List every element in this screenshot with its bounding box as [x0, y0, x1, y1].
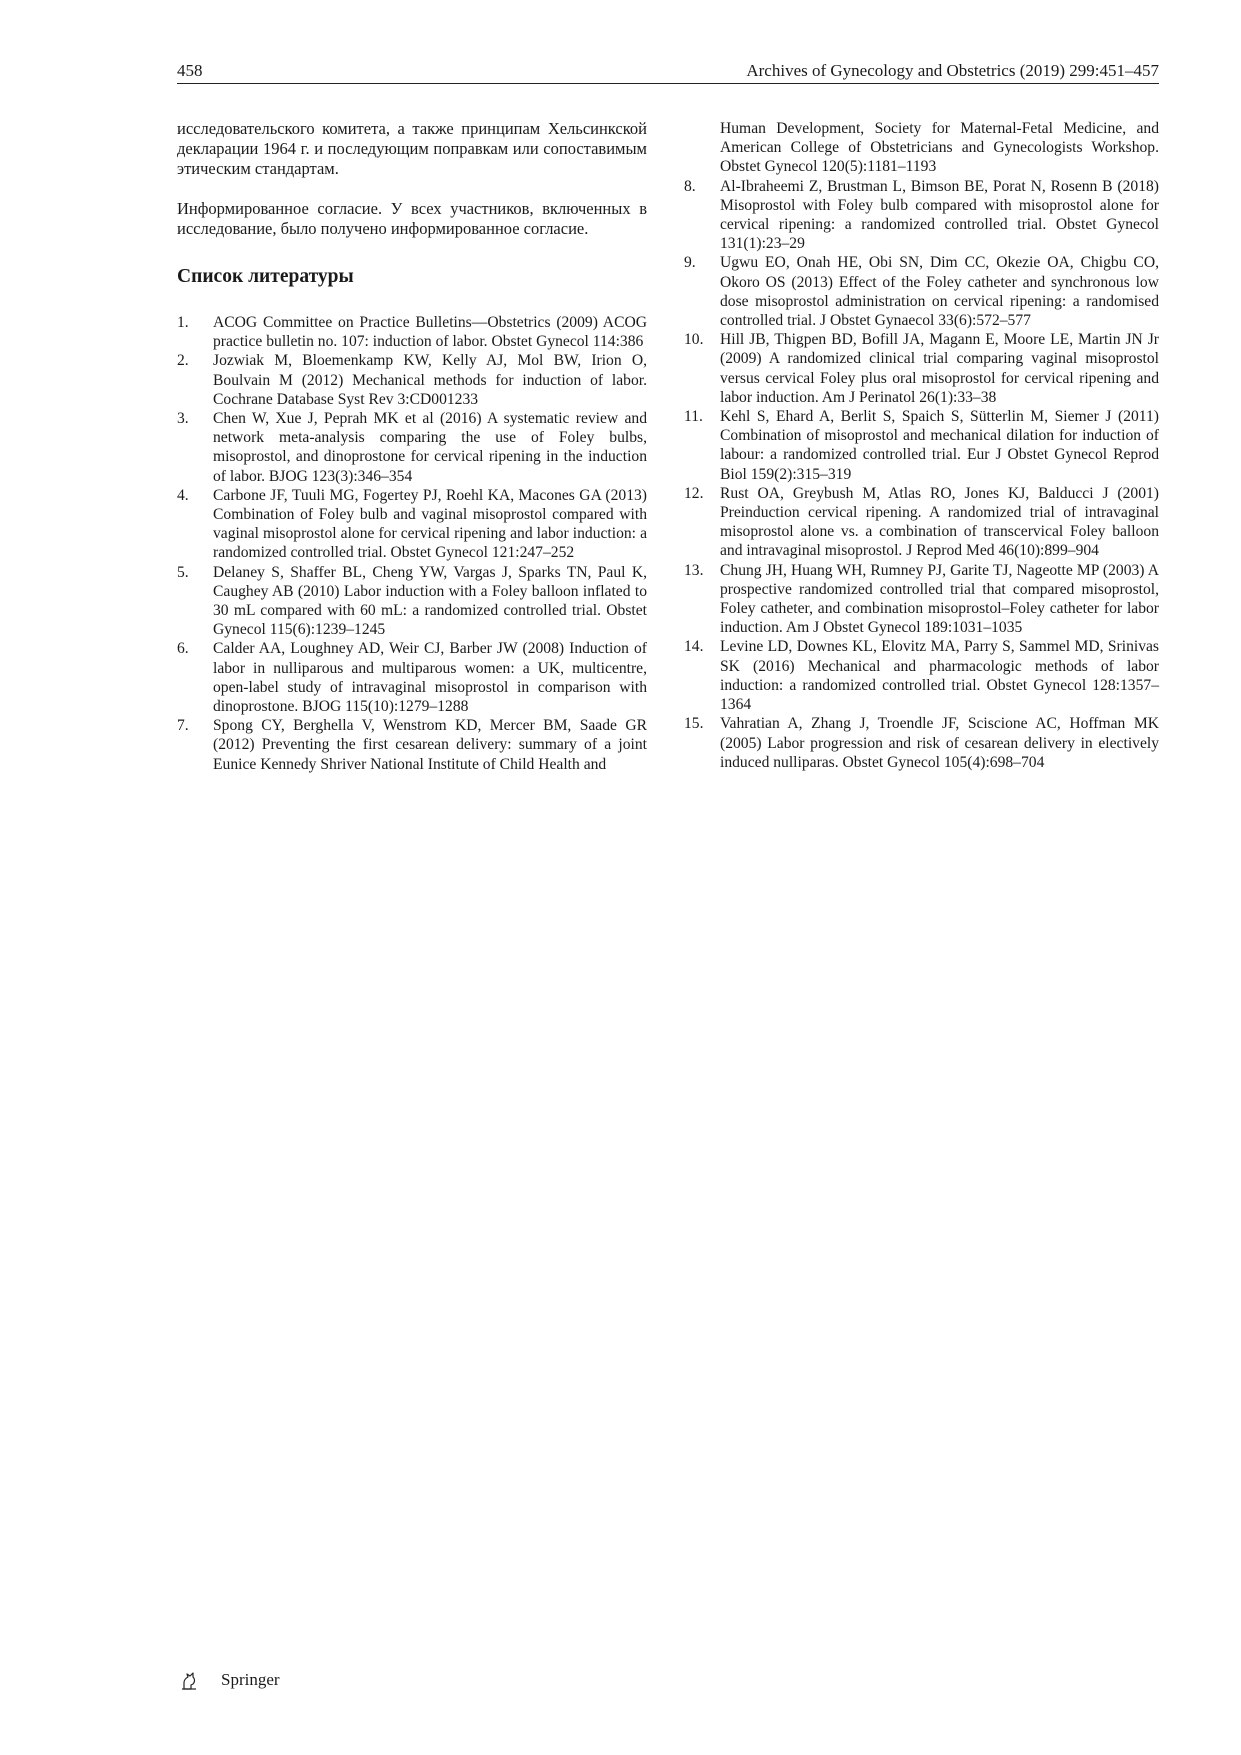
reference-item [684, 253, 1159, 330]
reference-item [177, 409, 647, 486]
reference-text: Ugwu EO, Onah HE, Obi SN, Dim CC, Okezie OA, Chigbu CO, Okoro OS (2013) Effect of the Foley catheter and synchronous low dose misoprostol administration on cervical ripening: a randomised controlled trial. J Obstet Gynaecol 33(6):572–577 [720, 254, 1159, 330]
reference-number: 3. [177, 410, 189, 428]
reference-item [177, 351, 647, 409]
reference-item [684, 484, 1159, 561]
reference-item [177, 486, 647, 563]
springer-horse-icon [180, 1671, 198, 1691]
reference-text: Kehl S, Ehard A, Berlit S, Spaich S, Sütterlin M, Siemer J (2011) Combination of misoprostol and mechanical dilation for induction of labour: a randomized controlled trial. Eur J Obstet Gynecol Reprod Biol 159(2):315–319 [720, 408, 1159, 483]
consent-paragraph: Информированное согласие. У всех участников, включенных в исследование, было получено информированное согласие. [177, 199, 647, 238]
reference-number: 5. [177, 563, 189, 581]
reference-text: Calder AA, Loughney AD, Weir CJ, Barber JW (2008) Induction of labor in nulliparous and multiparous women: a UK, multicentre, open-label study of intravaginal misoprostol in comparison with dinoprostone. BJOG 115(10):1279–1288 [213, 640, 647, 716]
reference-item [684, 407, 1159, 484]
reference-number: 9. [684, 254, 696, 272]
reference-text: Al-Ibraheemi Z, Brustman L, Bimson BE, Porat N, Rosenn B (2018) Misoprostol with Foley bulb compared with misoprostol alone for cervical ripening: a randomized controlled trial. Obstet Gynecol 131(1):23–29 [720, 177, 1159, 253]
reference-text: Vahratian A, Zhang J, Troendle JF, Sciscione AC, Hoffman MK (2005) Labor progression and risk of cesarean delivery in electively induced nulliparas. Obstet Gynecol 105(4):698–704 [720, 715, 1159, 771]
reference-item [684, 330, 1159, 407]
references-heading: Список литературы [177, 266, 354, 287]
page-number: 458 [177, 61, 203, 80]
reference-continuation: Human Development, Society for Maternal-Fetal Medicine, and American College of Obstetricians and Gynecologists Workshop. Obstet Gynecol 120(5):1181–1193 [720, 120, 1159, 176]
reference-text: Levine LD, Downes KL, Elovitz MA, Parry S, Sammel MD, Srinivas SK (2016) Mechanical and pharmacologic methods of labor induction: a randomized controlled trial. Obstet Gynecol 128:1357–1364 [720, 638, 1159, 714]
reference-item [684, 177, 1159, 254]
reference-item [684, 714, 1159, 772]
reference-number: 14. [684, 638, 704, 656]
reference-text: Carbone JF, Tuuli MG, Fogertey PJ, Roehl KA, Macones GA (2013) Combination of Foley bulb and vaginal misoprostol compared with vaginal misoprostol alone for cervical ripening and labor induction: a randomized controlled trial. Obstet Gynecol 121:247–252 [213, 486, 647, 562]
reference-text: Chung JH, Huang WH, Rumney PJ, Garite TJ, Nageotte MP (2003) A prospective randomized controlled trial that compared misoprostol, Foley catheter, and combination misoprostol–Foley catheter for labor induction. Am J Obstet Gynecol 189:1031–1035 [720, 561, 1159, 637]
reference-text: Chen W, Xue J, Peprah MK et al (2016) A systematic review and network meta-analysis comparing the use of Foley bulbs, misoprostol, and dinoprostone for cervical ripening in the induction of labor. BJOG 123(3):346–354 [213, 410, 647, 485]
publisher-name: Springer [221, 1670, 280, 1689]
reference-number: 15. [684, 715, 704, 733]
reference-item [177, 639, 647, 716]
reference-number: 4. [177, 486, 189, 504]
reference-text: Jozwiak M, Bloemenkamp KW, Kelly AJ, Mol BW, Irion O, Boulvain M (2012) Mechanical methods for induction of labor. Cochrane Database Syst Rev 3:CD001233 [213, 352, 647, 408]
reference-number: 11. [684, 408, 703, 426]
reference-number: 13. [684, 561, 704, 579]
journal-citation: Archives of Gynecology and Obstetrics (2019) 299:451–457 [746, 61, 1159, 80]
reference-number: 2. [177, 352, 189, 370]
reference-list-left [177, 313, 647, 774]
reference-number: 6. [177, 640, 189, 658]
reference-number: 1. [177, 314, 189, 331]
reference-item [177, 716, 647, 774]
reference-number: 12. [684, 484, 704, 502]
reference-list-right [684, 177, 1159, 772]
ethics-paragraph: исследовательского комитета, а также принципам Хельсинкской декларации 1964 г. и последующим поправкам или сопоставимым этическим стандартам. [177, 119, 647, 178]
reference-number: 8. [684, 177, 696, 195]
reference-item [177, 563, 647, 640]
right-column [684, 119, 1159, 772]
reference-text: ACOG Committee on Practice Bulletins—Obstetrics (2009) ACOG practice bulletin no. 107: induction of labor. Obstet Gynecol 114:386 [213, 314, 647, 351]
left-column [177, 119, 647, 774]
reference-item [684, 637, 1159, 714]
reference-number: 10. [684, 331, 704, 349]
reference-text: Hill JB, Thigpen BD, Bofill JA, Magann E, Moore LE, Martin JN Jr (2009) A randomized clinical trial comparing vaginal misoprostol versus cervical Foley plus oral misoprostol for cervical ripening and labor induction. Am J Perinatol 26(1):33–38 [720, 331, 1159, 406]
reference-text: Rust OA, Greybush M, Atlas RO, Jones KJ, Balducci J (2001) Preinduction cervical ripening. A randomized trial of intravaginal misoprostol alone vs. a combination of transcervical Foley balloon and intravaginal misoprostol. J Reprod Med 46(10):899–904 [720, 484, 1159, 560]
reference-item [177, 313, 647, 351]
running-header [177, 59, 1159, 84]
reference-text: Spong CY, Berghella V, Wenstrom KD, Mercer BM, Saade GR (2012) Preventing the first cesarean delivery: summary of a joint Eunice Kennedy Shriver National Institute of Child Health and [213, 717, 647, 773]
reference-item [684, 561, 1159, 638]
reference-text: Delaney S, Shaffer BL, Cheng YW, Vargas J, Sparks TN, Paul K, Caughey AB (2010) Labor induction with a Foley balloon inflated to 30 mL compared with 60 mL: a randomized controlled trial. Obstet Gynecol 115(6):1239–1245 [213, 563, 647, 639]
reference-number: 7. [177, 717, 189, 735]
